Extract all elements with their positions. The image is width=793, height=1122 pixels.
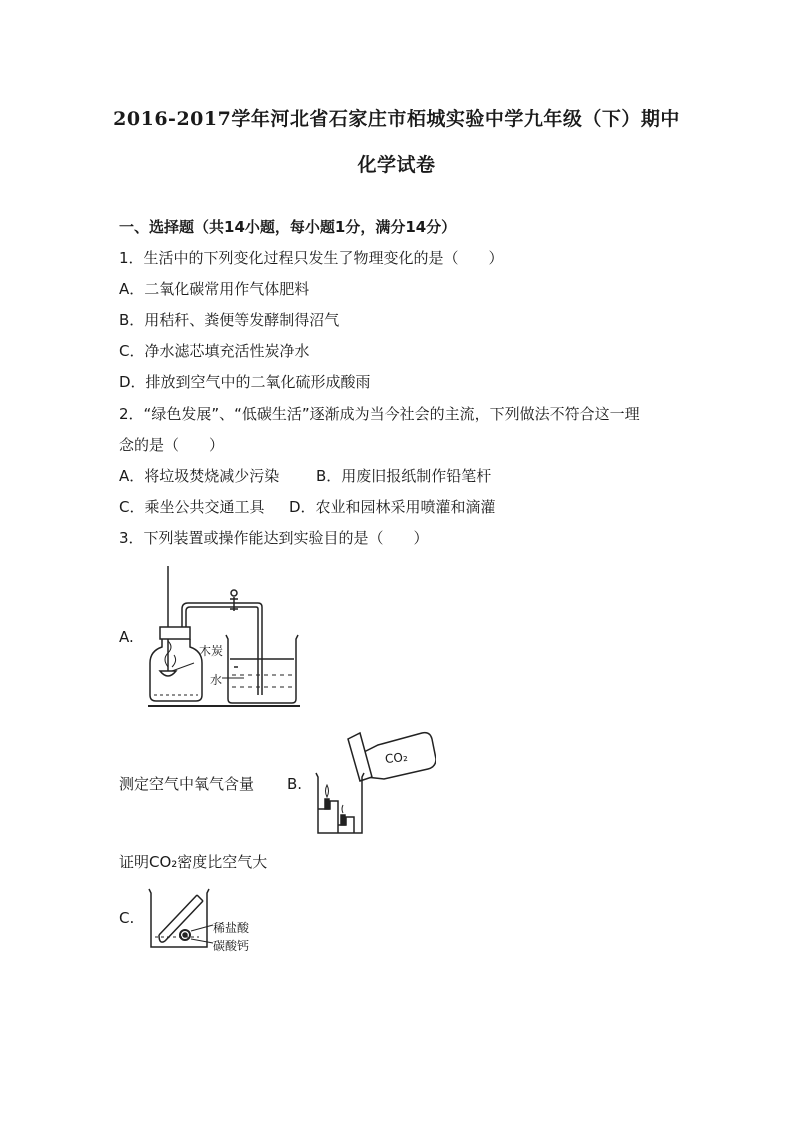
q3-a-caption: 测定空气中氧气含量 [119,775,255,793]
q2-option-b: B．用废旧报纸制作铅笔杆 [316,467,492,485]
q1-option-a: A．二氧化碳常用作气体肥料 [119,280,310,298]
q1-option-c: C．净水滤芯填充活性炭净水 [119,342,310,360]
q1-stem: 1．生活中的下列变化过程只发生了物理变化的是（ ） [119,249,504,267]
q3-stem: 3．下列装置或操作能达到实验目的是（ ） [119,529,429,547]
q3-c-letter: C. [119,909,135,927]
upper-candle [325,799,329,809]
q1-option-b: B．用秸秆、粪便等发酵制得沼气 [119,311,340,329]
tube-clamp [230,597,238,611]
small-beaker [316,773,364,833]
page-title-line2: 化学试卷 [357,154,436,176]
label-calcium-carbonate: 碳酸钙 [213,939,250,953]
co2-pour-figure [314,729,436,837]
label-charcoal: 木炭 [199,644,224,658]
q3-b-letter: B. [287,775,303,793]
q1-option-d: D．排放到空气中的二氧化硫形成酸雨 [119,373,371,391]
combustion-spoon [160,671,176,676]
oxygen-apparatus-figure [146,563,302,709]
co2-bottle-label: CO₂ [384,749,409,767]
acid-reaction-figure [147,885,215,949]
label-water: 水 [210,673,223,687]
q2-stem-line2: 念的是（ ） [119,436,225,454]
q3-a-letter: A. [119,628,134,646]
q2-option-a: A．将垃圾焚烧减少污染 [119,467,280,485]
q2-option-c: C．乘坐公共交通工具 [119,498,265,516]
lower-candle [341,815,345,825]
label-dilute-hcl: 稀盐酸 [213,921,250,935]
q2-stem-line1: 2．“绿色发展”、“低碳生活”逐渐成为当今社会的主流，下列做法不符合这一理 [119,405,640,423]
glass-slide [348,733,372,781]
q3-b-caption: 证明CO₂密度比空气大 [119,853,268,871]
section-heading: 一、选择题（共14小题，每小题1分，满分14分） [119,218,457,236]
page-title-line1: 2016-2017学年河北省石家庄市栢城实验中学九年级（下）期中 [113,108,680,130]
q2-option-d: D．农业和园林采用喷灌和滴灌 [289,498,496,516]
rubber-stopper [160,627,190,639]
